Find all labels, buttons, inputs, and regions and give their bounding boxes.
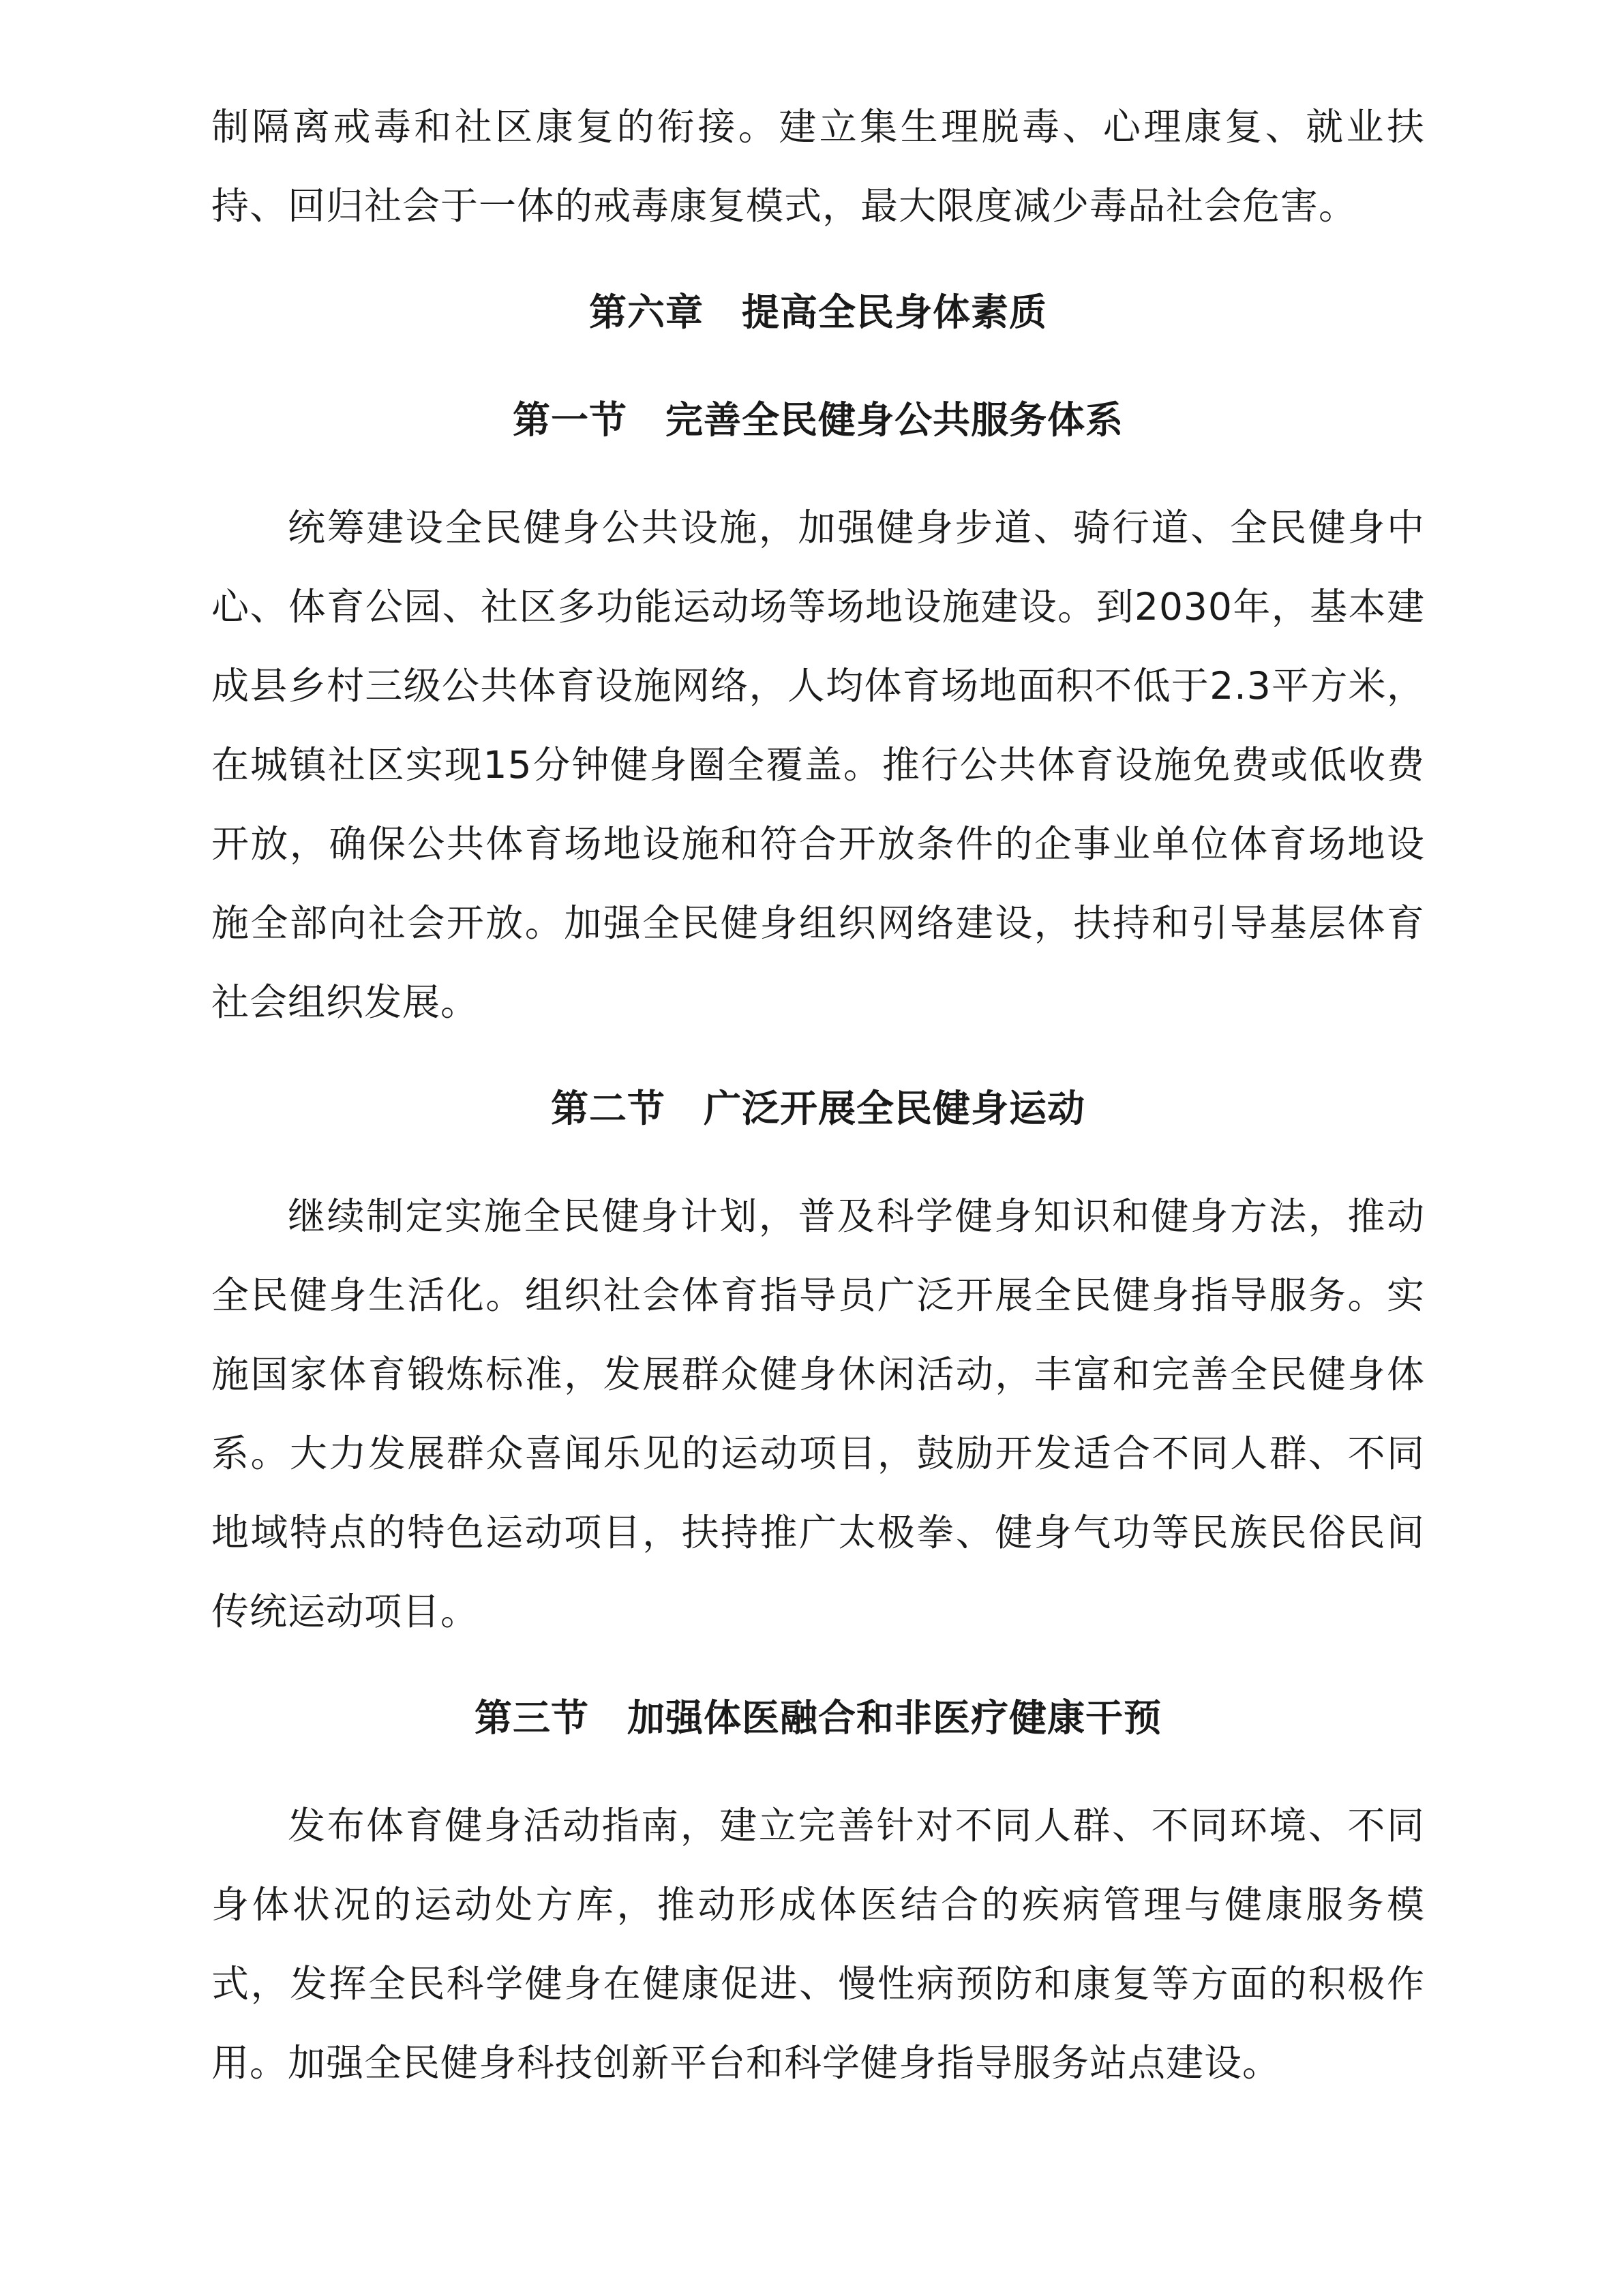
chapter-title: 第六章 提高全民身体素质 <box>588 290 1047 334</box>
section-paragraph-2: 继续制定实施全民健身计划，普及科学健身知识和健身方法，推动全民健身生活化。组织社会体育指导员广泛开展全民健身指导服务。实施国家体育锻炼标准，发展群众健身休闲活动，丰富和完善全民健身体系。大力发展群众喜闻乐见的运动项目，鼓励开发适合不同人群、不同地域特点的特色运动项目，扶持推广太极拳、健身气功等民族民俗民间传统运动项目。 <box>211 1194 1425 1633</box>
section-paragraph-3: 发布体育健身活动指南，建立完善针对不同人群、不同环境、不同身体状况的运动处方库，推动形成体医结合的疾病管理与健康服务模式，发挥全民科学健身在健康促进、慢性病预防和康复等方面的积极作用。加强全民健身科技创新平台和科学健身指导服务站点建设。 <box>211 1804 1425 2085</box>
section-title-2: 第二节 广泛开展全民健身运动 <box>550 1087 1085 1130</box>
document-body <box>211 87 1425 2102</box>
section-title-1: 第一节 完善全民健身公共服务体系 <box>512 398 1124 442</box>
continuation-paragraph: 制隔离戒毒和社区康复的衔接。建立集生理脱毒、心理康复、就业扶持、回归社会于一体的戒毒康复模式，最大限度减少毒品社会危害。 <box>211 105 1425 228</box>
section-title-3: 第三节 加强体医融合和非医疗健康干预 <box>474 1696 1162 1740</box>
section-paragraph-1: 统筹建设全民健身公共设施，加强健身步道、骑行道、全民健身中心、体育公园、社区多功能运动场等场地设施建设。到2030年，基本建成县乡村三级公共体育设施网络，人均体育场地面积不低于2.3平方米，在城镇社区实现15分钟健身圈全覆盖。推行公共体育设施免费或低收费开放，确保公共体育场地设施和符合开放条件的企事业单位体育场地设施全部向社会开放。加强全民健身组织网络建设，扶持和引导基层体育社会组织发展。 <box>211 506 1425 1024</box>
